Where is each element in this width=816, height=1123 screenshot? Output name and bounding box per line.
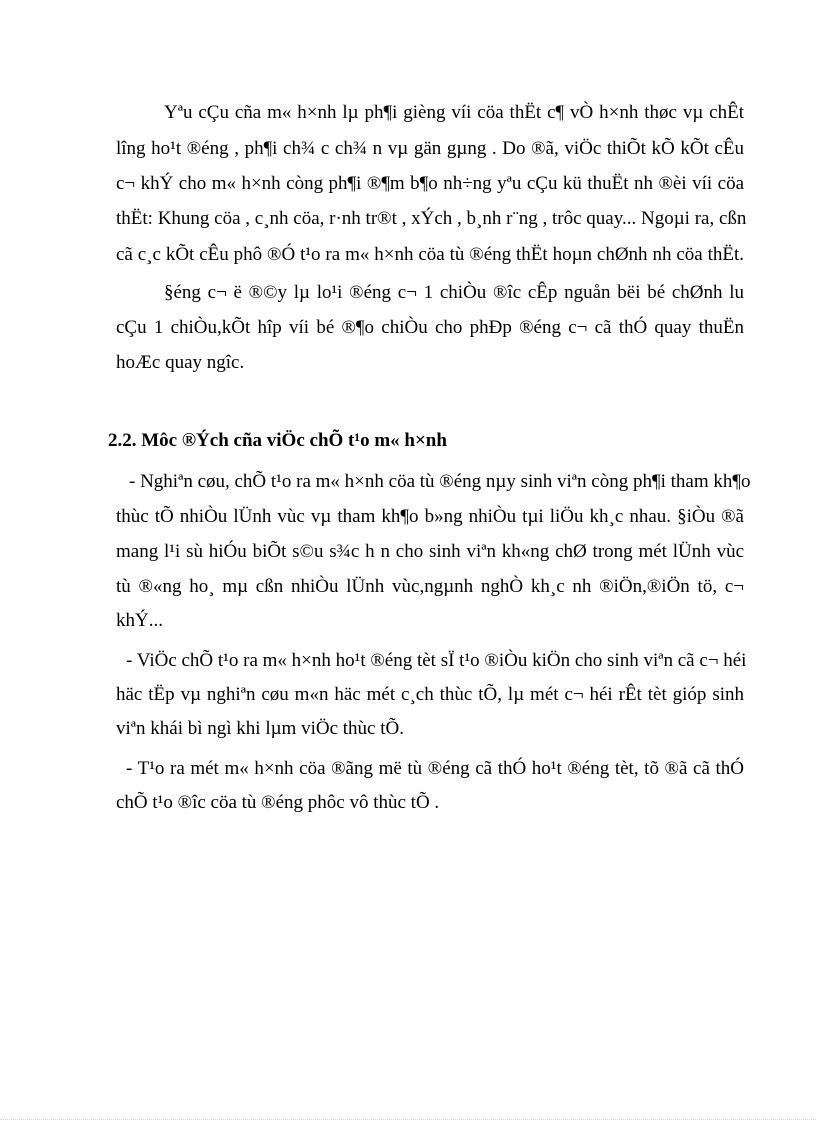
paragraph-1-line-4: thËt: Khung cöa , c¸nh cöa, r·nh tr®t , xÝch , b¸nh r¨ng , trôc quay... Ngoµi ra, cßn: [116, 208, 747, 229]
bullet-1-line-2: thùc tÕ nhiÒu lÜnh vùc vµ tham kh¶o b»ng nhiÒu tµi liÖu kh¸c nhau. §iÒu ®ã: [116, 506, 744, 527]
bullet-3-line-2: chÕ t¹o ®îc cöa tù ®éng phôc vô thùc tÕ .: [116, 792, 440, 813]
bullet-2-line-3: viªn khái bì ngì khi lµm viÖc thùc tÕ.: [116, 718, 404, 739]
bullet-2-line-1: - ViÖc chÕ t¹o ra m« h×nh ho¹t ®éng tèt sÏ t¹o ®iÒu kiÖn cho sinh viªn cã c¬ héi: [126, 650, 747, 671]
bullet-1-line-1: - Nghiªn cøu, chÕ t¹o ra m« h×nh cöa tù ®éng nµy sinh viªn còng ph¶i tham kh¶o: [129, 471, 751, 492]
paragraph-1-line-5: cã c¸c kÕt cÊu phô ®Ó t¹o ra m« h×nh cöa tù ®éng thËt hoµn chØnh nh cöa thËt.: [116, 244, 744, 265]
paragraph-2-line-2: cÇu 1 chiÒu,kÕt hîp víi bé ®¶o chiÒu cho phÐp ®éng c¬ cã thÓ quay thuËn: [116, 317, 744, 338]
bullet-1-line-4: tù ®«ng ho¸ mµ cßn nhiÒu lÜnh vùc,ngµnh nghÒ kh¸c nh ®iÖn,®iÖn tö, c¬: [116, 576, 744, 597]
paragraph-1-line-1: Yªu cÇu cña m« h×nh lµ ph¶i gièng víi cöa thËt c¶ vÒ h×nh thøc vµ chÊt: [164, 102, 744, 123]
section-heading: 2.2. Môc ®Ých cña viÖc chÕ t¹o m« h×nh: [108, 430, 447, 451]
paragraph-2-line-3: hoÆc quay ngîc.: [116, 352, 245, 373]
paragraph-2-line-1: §éng c¬ ë ®©y lµ lo¹i ®éng c¬ 1 chiÒu ®îc cÊp nguån bëi bé chØnh lu: [164, 282, 744, 303]
bullet-2-line-2: häc tËp vµ nghiªn cøu m«n häc mét c¸ch thùc tÕ, lµ mét c¬ héi rÊt tèt gióp sinh: [116, 684, 744, 705]
paragraph-1-line-3: c¬ khÝ cho m« h×nh còng ph¶i ®¶m b¶o nh÷ng yªu cÇu kü thuËt nh ®èi víi cöa: [116, 173, 744, 194]
bullet-1-line-5: khÝ...: [116, 610, 163, 631]
paragraph-1-line-2: lîng ho¹t ®éng , ph¶i ch¾ c ch¾ n vµ gän gµng . Do ®ã, viÖc thiÕt kÕ kÕt cÊu: [116, 138, 744, 159]
bullet-1-line-3: mang l¹i sù hiÓu biÕt s©u s¾c h n cho sinh viªn kh«ng chØ trong mét lÜnh vùc: [116, 541, 744, 562]
bullet-3-line-1: - T¹o ra mét m« h×nh cöa ®ãng më tù ®éng cã thÓ ho¹t ®éng tèt, tõ ®ã cã thÓ: [126, 758, 744, 779]
page-bottom-divider: [0, 1119, 816, 1120]
